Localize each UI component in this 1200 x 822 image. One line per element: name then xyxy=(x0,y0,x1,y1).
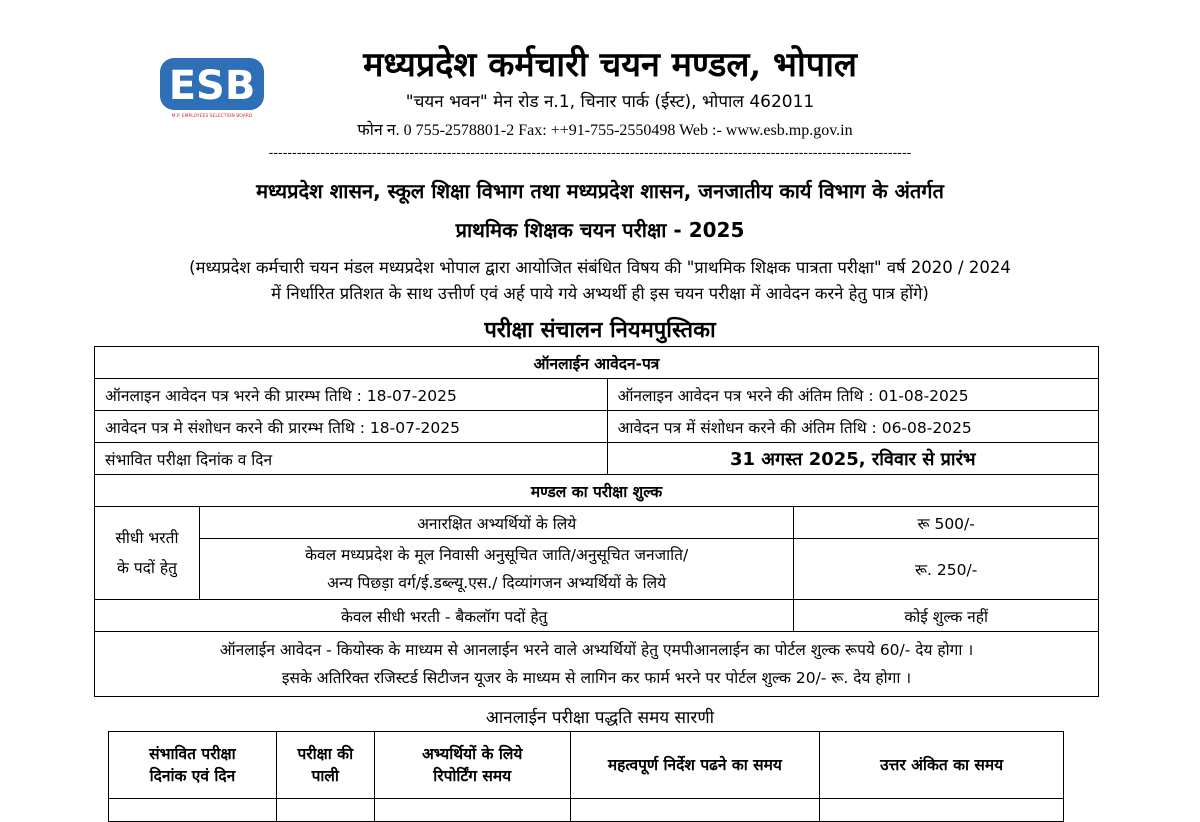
eligibility-note-line2: में निर्धारित प्रतिशत के साथ उत्तीर्ण एवं अर्ह पाये गये अभ्यर्थी ही इस चयन परीक्षा में आवेदन करने हेतु पात्र होंगे) xyxy=(271,284,929,303)
schedule-cell xyxy=(570,799,820,822)
application-table xyxy=(94,346,1099,697)
backlog-fee: कोई शुल्क नहीं xyxy=(794,600,1099,632)
org-address: "चयन भवन" मेन रोड न.1, चिनार पार्क (ईस्ट), भोपाल 462011 xyxy=(405,92,815,112)
schedule-header-date-line1: संभावित परीक्षा xyxy=(149,745,236,763)
reserved-label xyxy=(199,539,793,600)
manual-title: परीक्षा संचालन नियमपुस्तिका xyxy=(484,318,716,343)
schedule-header-answer-time xyxy=(820,732,1064,799)
reserved-label-line1: केवल मध्यप्रदेश के मूल निवासी अनुसूचित जाति/अनुसूचित जनजाति/ xyxy=(305,546,689,564)
schedule-header-date-line2: दिनांक एवं दिन xyxy=(149,767,236,785)
unreserved-fee: रू 500/- xyxy=(794,507,1099,539)
schedule-header-instructions xyxy=(570,732,820,799)
backlog-label: केवल सीधी भरती - बैकलॉग पदों हेतु xyxy=(95,600,794,632)
dept-heading: मध्यप्रदेश शासन, स्कूल शिक्षा विभाग तथा मध्यप्रदेश शासन, जनजातीय कार्य विभाग के अंतर्गत xyxy=(256,179,944,203)
application-section-title: ऑनलाईन आवेदन-पत्र xyxy=(95,347,1099,379)
schedule-header-answer-line1: उत्तर अंकित का समय xyxy=(880,756,1004,774)
edit-start-date: आवेदन पत्र मे संशोधन करने की प्रारम्भ तिथि : 18-07-2025 xyxy=(95,411,608,443)
exam-date-value: 31 अगस्त 2025, रविवार से प्रारंभ xyxy=(607,443,1098,475)
schedule-cell xyxy=(276,799,374,822)
schedule-cell xyxy=(374,799,570,822)
logo-text: ESB xyxy=(168,63,256,109)
eligibility-note xyxy=(40,255,1160,307)
exam-date-label: संभावित परीक्षा दिनांक व दिन xyxy=(95,443,608,475)
schedule-header-shift-line1: परीक्षा की xyxy=(297,745,354,763)
schedule-header-reporting-line1: अभ्यर्थियों के लिये xyxy=(421,745,523,763)
exam-title: प्राथमिक शिक्षक चयन परीक्षा - 2025 xyxy=(455,218,745,242)
reserved-fee: रू. 250/- xyxy=(794,539,1099,600)
logo-subtext: M.P. EMPLOYEES SELECTION BOARD xyxy=(171,114,253,119)
schedule-header-date xyxy=(109,732,277,799)
org-contact: फोन न. 0 755-2578801-2 Fax: ++91-755-2550498 Web :- www.esb.mp.gov.in xyxy=(357,122,853,139)
schedule-table xyxy=(108,731,1064,822)
eligibility-note-line1: (मध्यप्रदेश कर्मचारी चयन मंडल मध्यप्रदेश भोपाल द्वारा आयोजित संबंधित विषय की "प्राथमिक शिक्षक पात्रता परीक्षा" वर्ष 2020 / 2024 xyxy=(189,258,1011,277)
schedule-header-shift xyxy=(276,732,374,799)
unreserved-label: अनारक्षित अभ्यर्थियों के लिये xyxy=(199,507,793,539)
portal-fee-line2: इसके अतिरिक्त रजिस्टर्ड सिटीजन यूजर के माध्यम से लागिन कर फार्म भरने पर पोर्टल शुल्क 20/- रू. देय होगा । xyxy=(281,669,912,687)
schedule-header-reporting xyxy=(374,732,570,799)
application-start-date: ऑनलाइन आवेदन पत्र भरने की प्रारम्भ तिथि : 18-07-2025 xyxy=(95,379,608,411)
esb-logo xyxy=(160,58,264,122)
schedule-title: आनलाईन परीक्षा पद्धति समय सारणी xyxy=(485,708,715,728)
schedule-cell xyxy=(109,799,277,822)
direct-label-line2: के पदों हेतु xyxy=(117,559,177,577)
direct-label-line1: सीधी भरती xyxy=(115,529,179,547)
portal-fee-note xyxy=(95,632,1099,697)
fee-section-title: मण्डल का परीक्षा शुल्क xyxy=(95,475,1099,507)
edit-end-date: आवेदन पत्र में संशोधन करने की अंतिम तिथि : 06-08-2025 xyxy=(607,411,1098,443)
reserved-label-line2: अन्य पिछड़ा वर्ग/ई.डब्ल्यू.एस./ दिव्यांगजन अभ्यर्थियों के लिये xyxy=(327,574,667,592)
application-end-date: ऑनलाइन आवेदन पत्र भरने की अंतिम तिथि : 01-08-2025 xyxy=(607,379,1098,411)
schedule-header-shift-line2: पाली xyxy=(311,767,339,785)
schedule-header-reporting-line2: रिपोर्टिंग समय xyxy=(433,767,512,785)
header-divider: ----------------------------------------------------------------------------------------------------------------------------------------- xyxy=(268,146,912,161)
portal-fee-line1: ऑनलाईन आवेदन - कियोस्क के माध्यम से आनलाईन भरने वाले अभ्यर्थियों हेतु एमपीआनलाईन का पोर्टल शुल्क रूपये 60/- देय होगा । xyxy=(219,641,974,659)
schedule-cell xyxy=(820,799,1064,822)
schedule-header-instructions-line1: महत्वपूर्ण निर्देश पढने का समय xyxy=(607,756,782,774)
org-title: मध्यप्रदेश कर्मचारी चयन मण्डल, भोपाल xyxy=(363,45,857,85)
direct-recruitment-label xyxy=(95,507,200,600)
